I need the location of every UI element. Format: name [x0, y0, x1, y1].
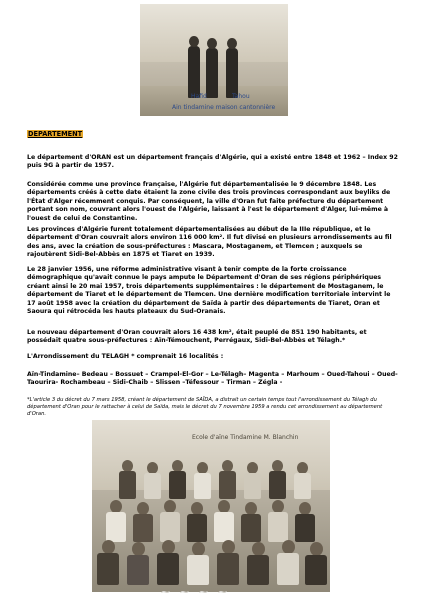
person-head	[207, 38, 217, 49]
child-figure	[269, 471, 286, 499]
section-heading: DEPARTEMENT	[28, 130, 83, 138]
child-head	[192, 542, 205, 556]
child-figure	[219, 471, 236, 499]
child-figure	[268, 512, 288, 542]
child-figure	[157, 553, 179, 585]
person-head	[189, 36, 199, 47]
locality-list: Aïn-Tindamine– Bedeau – Bossuet – Crampel-El-Gor – Le-Télagh– Magenta – Marhoum – Oued-Tahoui – Oued-Taourira- Rochambeau – Sidi-Chaib – Slissen –Téfessour – Tirman – Zégla -	[27, 371, 398, 387]
child-figure	[305, 555, 327, 585]
child-figure	[194, 473, 211, 499]
child-figure	[127, 555, 149, 585]
child-figure	[294, 473, 311, 499]
child-figure	[133, 514, 153, 542]
child-figure	[119, 471, 136, 499]
paragraph-6: L'Arrondissement du TELAGH * comprenait 16 localités :	[27, 353, 224, 360]
paragraph-1-rest: est un département français d'Algérie, qui a existé entre 1848 et 1962 – Index 92 puis 9G à partir de 1957.	[27, 154, 398, 170]
person-head	[227, 38, 237, 49]
paragraph-2: Considérée comme une province française, l'Algérie fut départementalisée le 9 décembre 1848. Les départements créés à cette date étaient la zone civile des trois provinces correspondant aux beyliks de l'État d'Alger récemment conquis. Par conséquent, la ville d'Oran fut faite préfecture du département portant son nom, couvrant alors l'ouest de l'Algérie, laissant à l'est le département d'Alger, lui-même à l'ouest de celui de Constantine.	[27, 181, 391, 222]
child-head	[102, 540, 115, 554]
child-figure	[187, 514, 207, 542]
paragraph-4: Le 28 janvier 1956, une réforme administrative visant à tenir compte de la forte croissance démographique qu'avait connue le pays ampute le Département d'Oran de ses régions périphériques créant ainsi le 20 mai 1957, trois départements supplémentaires : le département de Mostaganem, le département de Tiaret et le département de Tlemcen. Une dernière modification territoriale intervint le 17 août 1958 avec la création du département de Saïda à partir des départements de Tiaret, Oran et Saoura qui rétrocéda les hauts plateaux du Sud-Oranais.	[27, 266, 391, 316]
photo-caption-right: Tahou	[232, 93, 250, 100]
bottom-photo	[92, 420, 330, 592]
photo-caption-left: Hafid	[191, 93, 207, 100]
child-figure	[217, 553, 239, 585]
person-figure	[226, 48, 238, 98]
child-head	[252, 542, 265, 556]
child-figure	[241, 514, 261, 542]
child-head	[132, 542, 145, 556]
child-figure	[106, 512, 126, 542]
top-photo	[140, 4, 288, 116]
paragraph-5: Le nouveau département d'Oran couvrait alors 16 438 km², était peuplé de 851 190 habitants, et possédait quatre sous-préfectures : Aïn-Témouchent, Perrégaux, Sidi-Bel-Abbès et Télagh.*	[27, 329, 367, 345]
child-head	[310, 542, 323, 556]
child-figure	[247, 555, 269, 585]
child-figure	[169, 471, 186, 499]
child-figure	[214, 512, 234, 542]
child-head	[282, 540, 295, 554]
child-head	[222, 540, 235, 554]
school-sign: Ecole d'aïne Tindamine M. Blanchin	[192, 434, 299, 441]
footnote: *L'article 3 du décret du 7 mars 1958, créant le département de SAÏDA, a distrait un certain temps tout l'arrondissement du Télagh du département d'Oran pour le rattacher à celui de Saïda, mais le décret du 7 novembre 1959 a rendu cet arrondissement au département d'Oran.	[27, 397, 383, 417]
child-figure	[160, 512, 180, 542]
child-figure	[97, 553, 119, 585]
child-figure	[187, 555, 209, 585]
signature-watermark: ~ ~ ~ ~	[160, 585, 230, 600]
child-figure	[244, 473, 261, 499]
paragraph-3: Les provinces d'Algérie furent totalement départementalisées au début de la IIIe république, et le département d'Oran couvrait alors environ 116 000 km². Il fut divisé en plusieurs arrondissements au fil des ans, avec la création de sous-préfectures : Mascara, Mostaganem, et Tlemcen ; auxquels se rajoutèrent Sidi-Bel-Abbès en 1875 et Tiaret en 1939.	[27, 226, 392, 259]
child-figure	[277, 553, 299, 585]
child-figure	[144, 473, 161, 499]
paragraph-1	[27, 154, 399, 171]
paragraph-1-lead: Le département d'ORAN	[27, 154, 112, 161]
child-figure	[295, 514, 315, 542]
photo-caption-bottom: Ain tindamine maison cantonnière	[172, 104, 276, 111]
child-head	[162, 540, 175, 554]
person-figure	[188, 46, 200, 98]
person-figure	[206, 48, 218, 98]
